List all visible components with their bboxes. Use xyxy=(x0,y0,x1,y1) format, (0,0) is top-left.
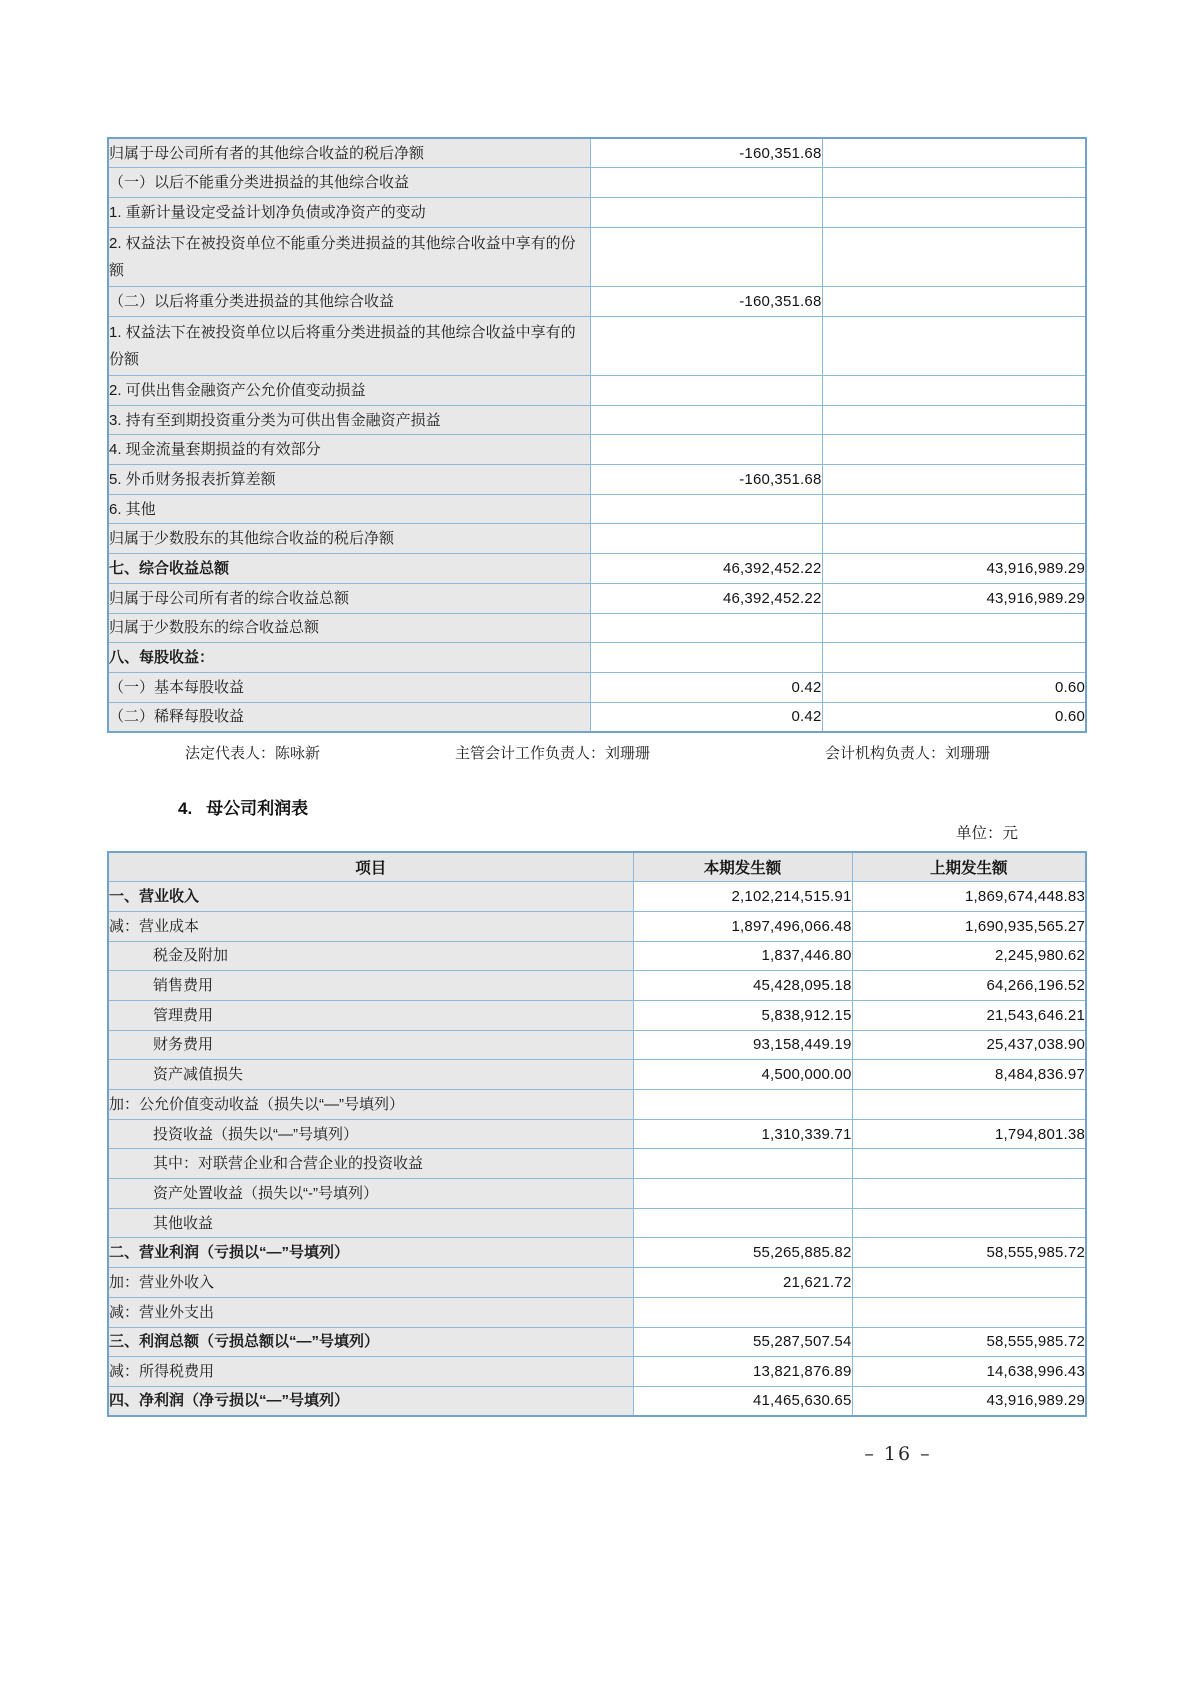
table-row xyxy=(108,882,1086,912)
current-period-value: 1,310,339.71 xyxy=(633,1119,852,1149)
row-label: 6. 其他 xyxy=(108,494,590,524)
prior-period-value: 64,266,196.52 xyxy=(852,971,1086,1001)
prior-period-value xyxy=(822,494,1086,524)
current-period-value xyxy=(590,376,822,406)
current-period-value xyxy=(590,227,822,286)
table-row xyxy=(108,1060,1086,1090)
accounting-head-signature: 会计机构负责人：刘珊珊 xyxy=(825,745,991,762)
row-label: 归属于母公司所有者的其他综合收益的税后净额 xyxy=(108,138,590,168)
row-label: （一）基本每股收益 xyxy=(108,672,590,702)
page-number: – 16 – xyxy=(864,1443,932,1465)
table-row xyxy=(108,1090,1086,1120)
current-period-value xyxy=(633,1179,852,1209)
row-label: 减：营业成本 xyxy=(108,911,633,941)
prior-period-value xyxy=(822,286,1086,316)
current-period-value: 5,838,912.15 xyxy=(633,1000,852,1030)
current-period-value: 4,500,000.00 xyxy=(633,1060,852,1090)
prior-period-value: 1,869,674,448.83 xyxy=(852,882,1086,912)
prior-period-value: 1,794,801.38 xyxy=(852,1119,1086,1149)
prior-period-value: 0.60 xyxy=(822,702,1086,732)
table-row xyxy=(108,1297,1086,1327)
prior-period-value: 58,555,985.72 xyxy=(852,1238,1086,1268)
current-period-value xyxy=(633,1208,852,1238)
prior-period-value: 43,916,989.29 xyxy=(852,1386,1086,1416)
current-period-value xyxy=(590,613,822,643)
table-row xyxy=(108,138,1086,168)
prior-period-value: 8,484,836.97 xyxy=(852,1060,1086,1090)
current-period-value: 46,392,452.22 xyxy=(590,583,822,613)
current-period-value: 21,621.72 xyxy=(633,1268,852,1298)
column-header: 上期发生额 xyxy=(852,852,1086,882)
row-label: 二、营业利润（亏损以“—”号填列） xyxy=(108,1238,633,1268)
table-row xyxy=(108,1000,1086,1030)
table-row xyxy=(108,1327,1086,1357)
row-label: 管理费用 xyxy=(108,1000,633,1030)
row-label: 减：所得税费用 xyxy=(108,1357,633,1387)
prior-period-value xyxy=(822,405,1086,435)
row-label: 资产减值损失 xyxy=(108,1060,633,1090)
current-period-value: 13,821,876.89 xyxy=(633,1357,852,1387)
table-header-row xyxy=(108,852,1086,882)
table-row xyxy=(108,702,1086,732)
prior-period-value: 25,437,038.90 xyxy=(852,1030,1086,1060)
table-row xyxy=(108,1386,1086,1416)
legal-representative-signature: 法定代表人：陈咏新 xyxy=(185,745,321,762)
current-period-value xyxy=(590,168,822,198)
table-row xyxy=(108,1179,1086,1209)
row-label: 其中：对联营企业和合营企业的投资收益 xyxy=(108,1149,633,1179)
prior-period-value: 43,916,989.29 xyxy=(822,554,1086,584)
row-label: 投资收益（损失以“—”号填列） xyxy=(108,1119,633,1149)
current-period-value: -160,351.68 xyxy=(590,286,822,316)
parent-income-table xyxy=(107,851,1087,1417)
table-row xyxy=(108,524,1086,554)
prior-period-value xyxy=(852,1149,1086,1179)
row-label: 2. 权益法下在被投资单位不能重分类进损益的其他综合收益中享有的份额 xyxy=(108,227,590,286)
row-label: 加：营业外收入 xyxy=(108,1268,633,1298)
prior-period-value xyxy=(822,524,1086,554)
prior-period-value xyxy=(822,316,1086,375)
table-row xyxy=(108,405,1086,435)
row-label: 1. 重新计量设定受益计划净负债或净资产的变动 xyxy=(108,197,590,227)
prior-period-value xyxy=(822,227,1086,286)
row-label: 归属于少数股东的综合收益总额 xyxy=(108,613,590,643)
table-row xyxy=(108,613,1086,643)
table-row xyxy=(108,197,1086,227)
prior-period-value: 1,690,935,565.27 xyxy=(852,911,1086,941)
table-row xyxy=(108,435,1086,465)
prior-period-value xyxy=(822,168,1086,198)
row-label: （一）以后不能重分类进损益的其他综合收益 xyxy=(108,168,590,198)
table-row xyxy=(108,554,1086,584)
current-period-value xyxy=(590,494,822,524)
table-row xyxy=(108,376,1086,406)
current-period-value: -160,351.68 xyxy=(590,138,822,168)
table-row xyxy=(108,227,1086,286)
prior-period-value xyxy=(852,1179,1086,1209)
prior-period-value: 2,245,980.62 xyxy=(852,941,1086,971)
current-period-value: 1,837,446.80 xyxy=(633,941,852,971)
row-label: 2. 可供出售金融资产公允价值变动损益 xyxy=(108,376,590,406)
prior-period-value xyxy=(822,465,1086,495)
table-row xyxy=(108,583,1086,613)
current-period-value xyxy=(590,435,822,465)
row-label: 三、利润总额（亏损总额以“—”号填列） xyxy=(108,1327,633,1357)
table-row xyxy=(108,316,1086,375)
row-label: 四、净利润（净亏损以“—”号填列） xyxy=(108,1386,633,1416)
signature-line xyxy=(107,742,1085,764)
row-label: 归属于母公司所有者的综合收益总额 xyxy=(108,583,590,613)
current-period-value: 41,465,630.65 xyxy=(633,1386,852,1416)
current-period-value: 45,428,095.18 xyxy=(633,971,852,1001)
current-period-value: -160,351.68 xyxy=(590,465,822,495)
row-label: 其他收益 xyxy=(108,1208,633,1238)
row-label: 5. 外币财务报表折算差额 xyxy=(108,465,590,495)
table-row xyxy=(108,1357,1086,1387)
column-header: 本期发生额 xyxy=(633,852,852,882)
row-label: 资产处置收益（损失以“-”号填列） xyxy=(108,1179,633,1209)
table-row xyxy=(108,1030,1086,1060)
current-period-value xyxy=(590,643,822,673)
table-row xyxy=(108,941,1086,971)
table-row xyxy=(108,971,1086,1001)
current-period-value: 55,287,507.54 xyxy=(633,1327,852,1357)
current-period-value xyxy=(633,1149,852,1179)
section-title: 母公司利润表 xyxy=(206,799,309,818)
row-label: 八、每股收益： xyxy=(108,643,590,673)
prior-period-value: 14,638,996.43 xyxy=(852,1357,1086,1387)
prior-period-value: 43,916,989.29 xyxy=(822,583,1086,613)
current-period-value: 2,102,214,515.91 xyxy=(633,882,852,912)
current-period-value xyxy=(590,197,822,227)
column-header: 项目 xyxy=(108,852,633,882)
current-period-value: 55,265,885.82 xyxy=(633,1238,852,1268)
prior-period-value xyxy=(822,197,1086,227)
current-period-value: 0.42 xyxy=(590,702,822,732)
current-period-value xyxy=(590,316,822,375)
table-row xyxy=(108,1268,1086,1298)
table-row xyxy=(108,1208,1086,1238)
row-label: 七、综合收益总额 xyxy=(108,554,590,584)
table-row xyxy=(108,494,1086,524)
current-period-value: 93,158,449.19 xyxy=(633,1030,852,1060)
prior-period-value: 0.60 xyxy=(822,672,1086,702)
prior-period-value: 58,555,985.72 xyxy=(852,1327,1086,1357)
current-period-value xyxy=(633,1297,852,1327)
table-row xyxy=(108,1238,1086,1268)
prior-period-value xyxy=(822,613,1086,643)
current-period-value: 46,392,452.22 xyxy=(590,554,822,584)
prior-period-value xyxy=(822,376,1086,406)
row-label: 1. 权益法下在被投资单位以后将重分类进损益的其他综合收益中享有的份额 xyxy=(108,316,590,375)
prior-period-value xyxy=(852,1268,1086,1298)
table-row xyxy=(108,168,1086,198)
comprehensive-income-table xyxy=(107,137,1087,733)
row-label: 4. 现金流量套期损益的有效部分 xyxy=(108,435,590,465)
prior-period-value xyxy=(822,138,1086,168)
prior-period-value xyxy=(852,1208,1086,1238)
row-label: 减：营业外支出 xyxy=(108,1297,633,1327)
section-number: 4. xyxy=(178,799,193,818)
row-label: 一、营业收入 xyxy=(108,882,633,912)
section-heading xyxy=(178,794,308,819)
table-row xyxy=(108,643,1086,673)
row-label: 归属于少数股东的其他综合收益的税后净额 xyxy=(108,524,590,554)
chief-accountant-signature: 主管会计工作负责人：刘珊珊 xyxy=(455,745,651,762)
table-row xyxy=(108,1119,1086,1149)
row-label: （二）稀释每股收益 xyxy=(108,702,590,732)
current-period-value xyxy=(590,524,822,554)
current-period-value xyxy=(633,1090,852,1120)
table-row xyxy=(108,286,1086,316)
current-period-value: 1,897,496,066.48 xyxy=(633,911,852,941)
table-row xyxy=(108,672,1086,702)
row-label: 销售费用 xyxy=(108,971,633,1001)
prior-period-value: 21,543,646.21 xyxy=(852,1000,1086,1030)
table-row xyxy=(108,465,1086,495)
current-period-value: 0.42 xyxy=(590,672,822,702)
table-row xyxy=(108,911,1086,941)
row-label: 税金及附加 xyxy=(108,941,633,971)
row-label: 3. 持有至到期投资重分类为可供出售金融资产损益 xyxy=(108,405,590,435)
prior-period-value xyxy=(852,1297,1086,1327)
prior-period-value xyxy=(822,435,1086,465)
prior-period-value xyxy=(822,643,1086,673)
row-label: 加：公允价值变动收益（损失以“—”号填列） xyxy=(108,1090,633,1120)
current-period-value xyxy=(590,405,822,435)
row-label: （二）以后将重分类进损益的其他综合收益 xyxy=(108,286,590,316)
unit-label: 单位：元 xyxy=(955,825,1018,842)
row-label: 财务费用 xyxy=(108,1030,633,1060)
prior-period-value xyxy=(852,1090,1086,1120)
table-row xyxy=(108,1149,1086,1179)
